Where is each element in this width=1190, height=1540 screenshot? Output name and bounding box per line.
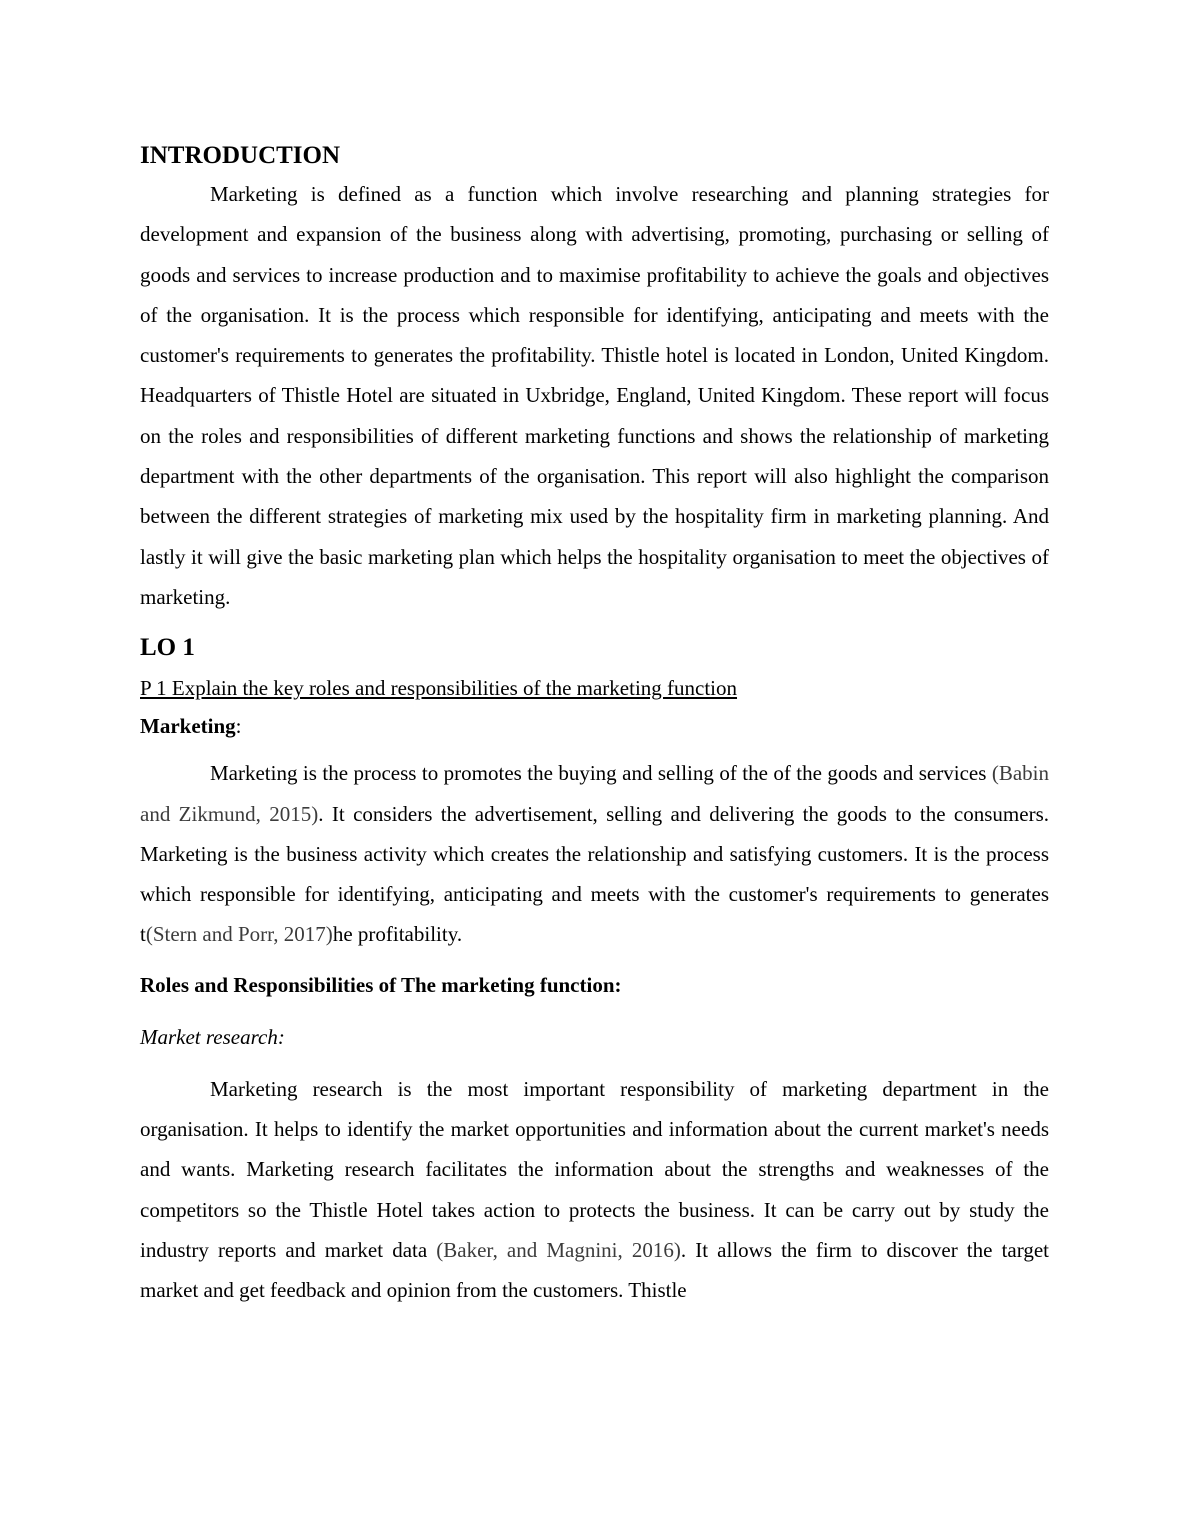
research-paragraph-text-1: Marketing research is the most important responsibility of marketing department in the organisation. It helps to identify the market opportunities and information about the current market's needs and wants. Marketing research facilitates the information about the strengths and weaknesses of the competitors so the Thistle Hotel takes action to protects the business. It can be carry out by study the industry reports and market data (140, 1076, 1049, 1262)
market-research-label: Market research: (140, 1024, 285, 1049)
market-research-paragraph (140, 1069, 1049, 1311)
marketing-paragraph-text-1: Marketing is the process to promotes the buying and selling of the of the goods and services (210, 761, 992, 786)
citation-stern-porr: (Stern and Porr, 2017) (145, 922, 333, 947)
marketing-paragraph (140, 753, 1049, 954)
research-paragraph-text-2: . It allows the firm to discover the target market and get feedback and opinion from the customers. Thistle (140, 1237, 1049, 1303)
citation-babin-zikmund: (Babin and Zikmund, 2015) (140, 761, 1049, 826)
roles-heading: Roles and Responsibilities of The marketing function: (140, 972, 622, 997)
marketing-label-colon: : (235, 714, 242, 739)
task-p1-title: P 1 Explain the key roles and responsibilities of the marketing function (140, 676, 738, 701)
lo1-heading: LO 1 (140, 634, 195, 662)
citation-baker-magnini: (Baker, and Magnini, 2016) (436, 1237, 681, 1262)
marketing-paragraph-text-2: . It considers the advertisement, selling and delivering the goods to the consumers. Marketing is the business activity which creates the relationship and satisfying customers. It is the process which responsible for identifying, anticipating and meets with the customer's requirements to generates t (140, 801, 1050, 947)
marketing-label (140, 710, 1049, 742)
marketing-paragraph-text-3: he profitability. (332, 922, 463, 947)
page-content (140, 138, 1049, 1311)
introduction-paragraph: Marketing is defined as a function which involve researching and planning strategies for development and expansion of the business along with advertising, promoting, purchasing or selling of goods and services to increase production and to maximise profitability to achieve the goals and objectives of the organisation. It is the process which responsible for identifying, anticipating and meets with the customer's requirements to generates the profitability. Thistle hotel is located in London, United Kingdom. Headquarters of Thistle Hotel are situated in Uxbridge, England, United Kingdom. These report will focus on the roles and responsibilities of different marketing functions and shows the relationship of marketing department with the other departments of the organisation. This report will also highlight the comparison between the different strategies of marketing mix used by the hospitality firm in marketing planning. And lastly it will give the basic marketing plan which helps the hospitality organisation to meet the objectives of marketing. (140, 182, 1049, 609)
marketing-label-text: Marketing (140, 714, 236, 739)
introduction-heading: INTRODUCTION (140, 142, 341, 169)
